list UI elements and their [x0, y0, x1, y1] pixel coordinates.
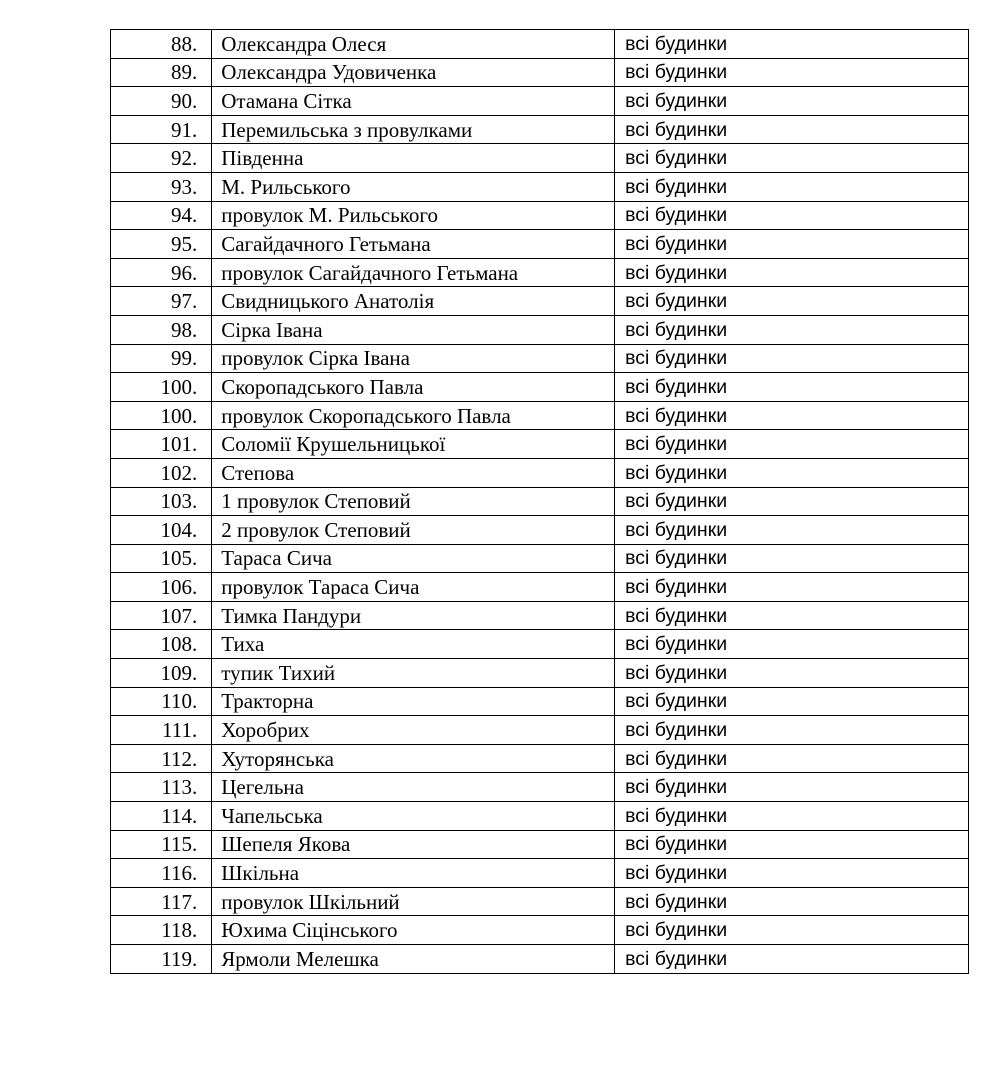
table-row: [111, 916, 969, 945]
table-row: [111, 573, 969, 602]
street-name: Тракторна: [212, 687, 615, 716]
table-row: [111, 87, 969, 116]
row-number: 91.: [111, 115, 212, 144]
houses-coverage: всі будинки: [615, 859, 969, 888]
street-name: тупик Тихий: [212, 659, 615, 688]
streets-table: [110, 29, 969, 974]
street-name: 1 провулок Степовий: [212, 487, 615, 516]
table-row: [111, 744, 969, 773]
row-number: 95.: [111, 230, 212, 259]
street-name: Олександра Удовиченка: [212, 58, 615, 87]
houses-coverage: всі будинки: [615, 315, 969, 344]
row-number: 105.: [111, 544, 212, 573]
row-number: 90.: [111, 87, 212, 116]
row-number: 103.: [111, 487, 212, 516]
row-number: 99.: [111, 344, 212, 373]
houses-coverage: всі будинки: [615, 258, 969, 287]
street-name: Південна: [212, 144, 615, 173]
street-name: Шепеля Якова: [212, 830, 615, 859]
table-row: [111, 544, 969, 573]
row-number: 110.: [111, 687, 212, 716]
street-name: провулок М. Рильського: [212, 201, 615, 230]
street-name: Хуторянська: [212, 744, 615, 773]
table-row: [111, 802, 969, 831]
houses-coverage: всі будинки: [615, 144, 969, 173]
houses-coverage: всі будинки: [615, 458, 969, 487]
houses-coverage: всі будинки: [615, 430, 969, 459]
houses-coverage: всі будинки: [615, 687, 969, 716]
table-row: [111, 201, 969, 230]
table-row: [111, 258, 969, 287]
row-number: 89.: [111, 58, 212, 87]
houses-coverage: всі будинки: [615, 601, 969, 630]
table-row: [111, 487, 969, 516]
row-number: 109.: [111, 659, 212, 688]
houses-coverage: всі будинки: [615, 401, 969, 430]
houses-coverage: всі будинки: [615, 573, 969, 602]
street-name: Соломії Крушельницької: [212, 430, 615, 459]
table-row: [111, 601, 969, 630]
row-number: 92.: [111, 144, 212, 173]
street-name: Тимка Пандури: [212, 601, 615, 630]
table-row: [111, 230, 969, 259]
houses-coverage: всі будинки: [615, 230, 969, 259]
row-number: 115.: [111, 830, 212, 859]
row-number: 113.: [111, 773, 212, 802]
table-row: [111, 287, 969, 316]
houses-coverage: всі будинки: [615, 830, 969, 859]
row-number: 100.: [111, 373, 212, 402]
houses-coverage: всі будинки: [615, 744, 969, 773]
street-name: Перемильська з провулками: [212, 115, 615, 144]
street-name: провулок Скоропадського Павла: [212, 401, 615, 430]
table-row: [111, 516, 969, 545]
row-number: 88.: [111, 30, 212, 59]
houses-coverage: всі будинки: [615, 344, 969, 373]
table-row: [111, 373, 969, 402]
houses-coverage: всі будинки: [615, 287, 969, 316]
table-row: [111, 430, 969, 459]
houses-coverage: всі будинки: [615, 516, 969, 545]
streets-table-body: [111, 30, 969, 974]
houses-coverage: всі будинки: [615, 87, 969, 116]
street-name: Олександра Олеся: [212, 30, 615, 59]
row-number: 104.: [111, 516, 212, 545]
street-name: Ярмоли Мелешка: [212, 945, 615, 974]
street-name: провулок Тараса Сича: [212, 573, 615, 602]
row-number: 100.: [111, 401, 212, 430]
street-name: Скоропадського Павла: [212, 373, 615, 402]
row-number: 96.: [111, 258, 212, 287]
row-number: 106.: [111, 573, 212, 602]
row-number: 94.: [111, 201, 212, 230]
houses-coverage: всі будинки: [615, 115, 969, 144]
table-row: [111, 830, 969, 859]
street-name: провулок Сагайдачного Гетьмана: [212, 258, 615, 287]
street-name: Цегельна: [212, 773, 615, 802]
table-row: [111, 458, 969, 487]
houses-coverage: всі будинки: [615, 659, 969, 688]
row-number: 107.: [111, 601, 212, 630]
table-row: [111, 859, 969, 888]
houses-coverage: всі будинки: [615, 887, 969, 916]
row-number: 119.: [111, 945, 212, 974]
street-name: Отамана Сітка: [212, 87, 615, 116]
street-name: Сагайдачного Гетьмана: [212, 230, 615, 259]
street-name: провулок Сірка Івана: [212, 344, 615, 373]
table-row: [111, 687, 969, 716]
street-name: Свидницького Анатолія: [212, 287, 615, 316]
table-row: [111, 887, 969, 916]
row-number: 102.: [111, 458, 212, 487]
table-row: [111, 716, 969, 745]
houses-coverage: всі будинки: [615, 30, 969, 59]
row-number: 117.: [111, 887, 212, 916]
row-number: 118.: [111, 916, 212, 945]
houses-coverage: всі будинки: [615, 945, 969, 974]
table-row: [111, 172, 969, 201]
row-number: 112.: [111, 744, 212, 773]
row-number: 98.: [111, 315, 212, 344]
row-number: 108.: [111, 630, 212, 659]
houses-coverage: всі будинки: [615, 544, 969, 573]
table-row: [111, 945, 969, 974]
houses-coverage: всі будинки: [615, 172, 969, 201]
street-name: Шкільна: [212, 859, 615, 888]
row-number: 114.: [111, 802, 212, 831]
row-number: 111.: [111, 716, 212, 745]
table-row: [111, 58, 969, 87]
table-row: [111, 630, 969, 659]
street-name: 2 провулок Степовий: [212, 516, 615, 545]
table-row: [111, 144, 969, 173]
houses-coverage: всі будинки: [615, 716, 969, 745]
houses-coverage: всі будинки: [615, 58, 969, 87]
houses-coverage: всі будинки: [615, 773, 969, 802]
table-row: [111, 315, 969, 344]
table-row: [111, 773, 969, 802]
street-name: Тараса Сича: [212, 544, 615, 573]
row-number: 93.: [111, 172, 212, 201]
street-name: Тиха: [212, 630, 615, 659]
street-name: М. Рильського: [212, 172, 615, 201]
row-number: 97.: [111, 287, 212, 316]
houses-coverage: всі будинки: [615, 487, 969, 516]
street-name: провулок Шкільний: [212, 887, 615, 916]
table-row: [111, 115, 969, 144]
houses-coverage: всі будинки: [615, 373, 969, 402]
street-name: Степова: [212, 458, 615, 487]
street-name: Юхима Сіцінського: [212, 916, 615, 945]
table-row: [111, 401, 969, 430]
houses-coverage: всі будинки: [615, 916, 969, 945]
table-row: [111, 659, 969, 688]
houses-coverage: всі будинки: [615, 802, 969, 831]
table-row: [111, 344, 969, 373]
table-row: [111, 30, 969, 59]
row-number: 101.: [111, 430, 212, 459]
street-name: Хоробрих: [212, 716, 615, 745]
houses-coverage: всі будинки: [615, 630, 969, 659]
street-name: Чапельська: [212, 802, 615, 831]
row-number: 116.: [111, 859, 212, 888]
houses-coverage: всі будинки: [615, 201, 969, 230]
street-name: Сірка Івана: [212, 315, 615, 344]
